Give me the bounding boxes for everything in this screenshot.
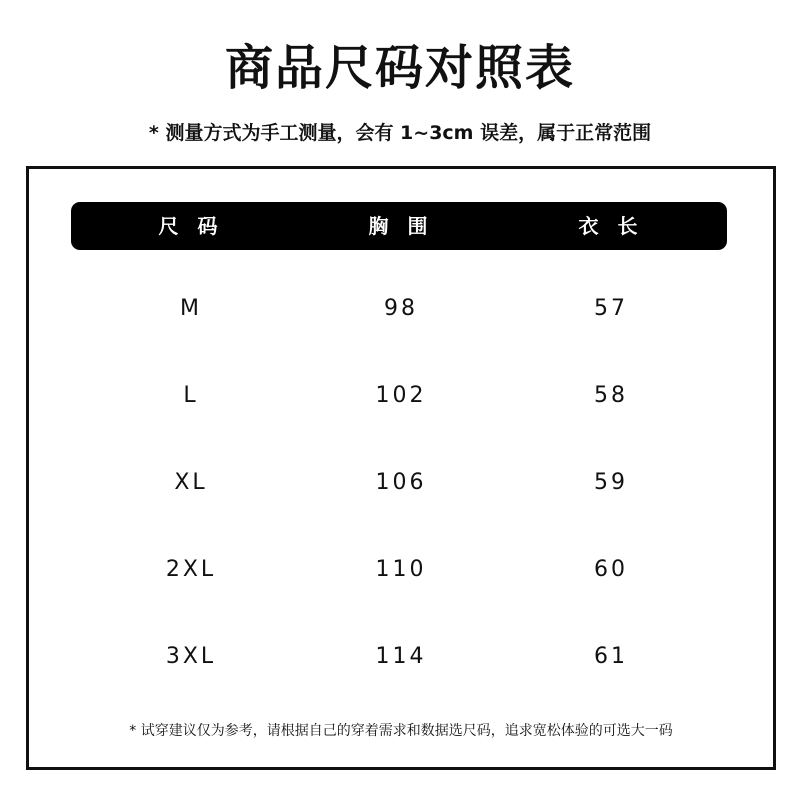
length-cell: 57 [594,296,628,321]
length-cell: 60 [594,557,628,582]
size-cell: 3XL [165,644,217,669]
header-chest: 胸 围 [368,214,434,238]
chest-cell: 110 [375,557,427,582]
table-header [71,202,727,250]
fit-note: * 试穿建议仅为参考，请根据自己的穿着需求和数据选尺码，追求宽松体验的可选大一码 [129,723,673,739]
table-row [29,637,773,677]
page-title: 商品尺码对照表 [224,40,575,96]
size-cell: XL [174,470,208,495]
chest-cell: 106 [375,470,427,495]
size-cell: L [183,383,199,408]
size-cell: 2XL [165,557,217,582]
length-cell: 58 [594,383,628,408]
length-cell: 61 [594,644,628,669]
size-cell: M [180,296,202,321]
table-row [29,376,773,416]
chest-cell: 114 [375,644,427,669]
chest-cell: 102 [375,383,427,408]
header-length: 衣 长 [578,214,644,238]
chest-cell: 98 [384,296,418,321]
header-size: 尺 码 [158,214,224,238]
table-row [29,550,773,590]
length-cell: 59 [594,470,628,495]
measurement-note: * 测量方式为手工测量，会有 1~3cm 误差，属于正常范围 [148,122,652,144]
size-table-frame [26,166,776,770]
table-row [29,463,773,503]
table-row [29,289,773,329]
